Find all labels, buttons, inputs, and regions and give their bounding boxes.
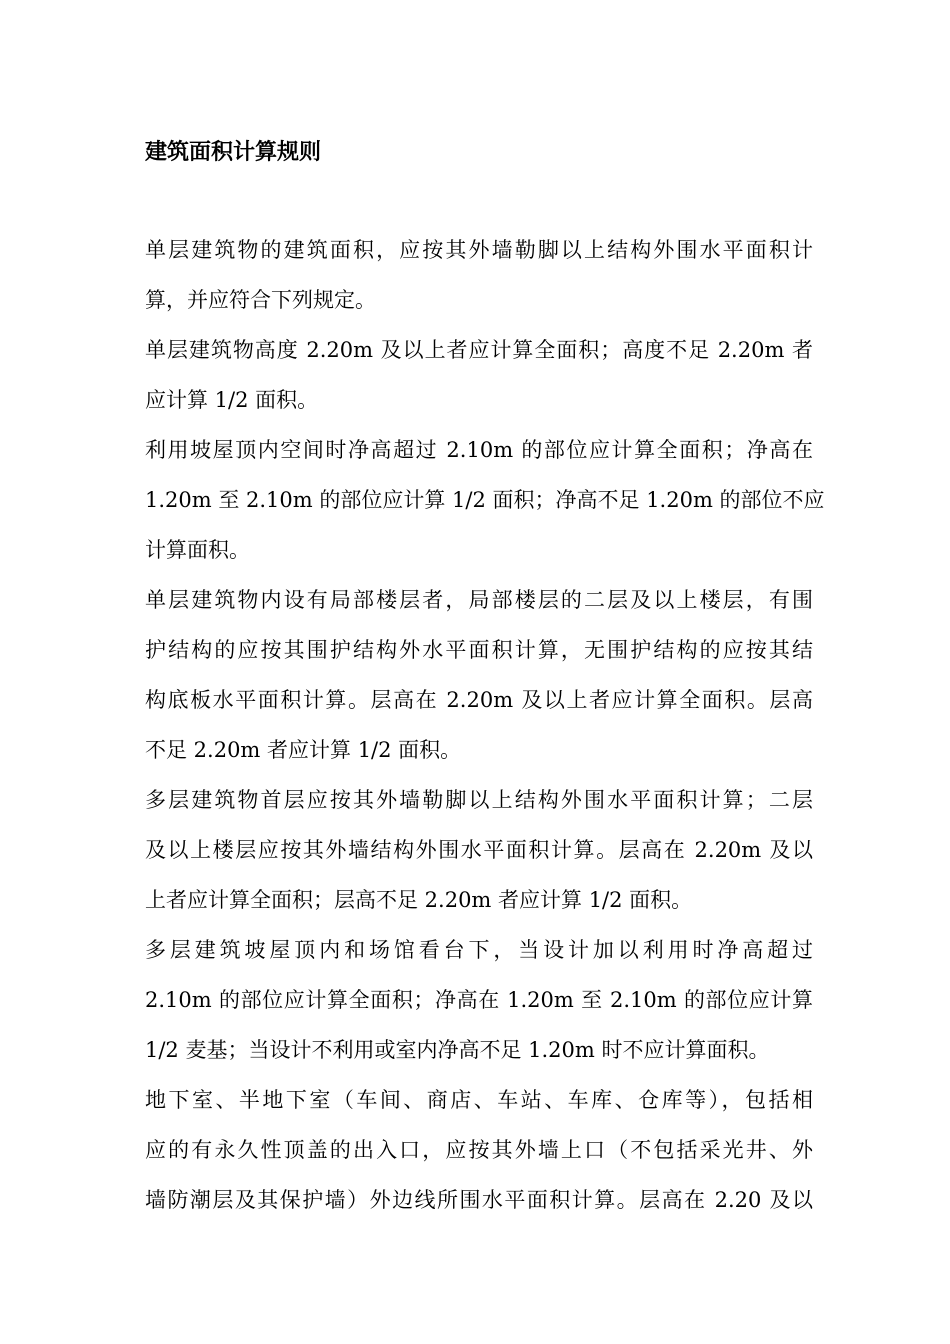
paragraph (145, 232, 813, 332)
paragraph-line: 多层建筑物首层应按其外墙勒脚以上结构外围水平面积计算；二层 (145, 788, 813, 812)
paragraph-line: 不足 2.20m 者应计算 1/2 面积。 (145, 738, 462, 762)
paragraph (145, 432, 825, 582)
paragraph-line: 1.20m 至 2.10m 的部位应计算 1/2 面积；净高不足 1.20m 的部位不应 (145, 488, 825, 512)
paragraph-line: 护结构的应按其围护结构外水平面积计算，无围护结构的应按其结 (145, 638, 813, 662)
document-title: 建筑面积计算规则 (145, 140, 322, 165)
paragraph-line: 上者应计算全面积；层高不足 2.20m 者应计算 1/2 面积。 (145, 888, 693, 912)
paragraph-line: 构底板水平面积计算。层高在 2.20m 及以上者应计算全面积。层高 (145, 688, 813, 712)
paragraph (145, 582, 813, 782)
paragraph-line: 单层建筑物的建筑面积，应按其外墙勒脚以上结构外围水平面积计 (145, 238, 813, 262)
paragraph-line: 利用坡屋顶内空间时净高超过 2.10m 的部位应计算全面积；净高在 (145, 438, 813, 462)
paragraph-line: 单层建筑物高度 2.20m 及以上者应计算全面积；高度不足 2.20m 者 (145, 338, 813, 362)
paragraph (145, 1082, 813, 1232)
paragraph-line: 多层建筑坡屋顶内和场馆看台下，当设计加以利用时净高超过 (145, 938, 813, 962)
paragraph-line: 单层建筑物内设有局部楼层者，局部楼层的二层及以上楼层，有围 (145, 588, 813, 612)
paragraph-line: 及以上楼层应按其外墙结构外围水平面积计算。层高在 2.20m 及以 (145, 838, 813, 862)
paragraph (145, 332, 813, 432)
paragraph-line: 计算面积。 (145, 538, 250, 562)
paragraph (145, 932, 813, 1082)
paragraph-line: 应的有永久性顶盖的出入口，应按其外墙上口（不包括采光井、外 (145, 1138, 813, 1162)
paragraph-line: 地下室、半地下室（车间、商店、车站、车库、仓库等），包括相 (145, 1088, 813, 1112)
paragraph-line: 算，并应符合下列规定。 (145, 288, 376, 312)
paragraph-line: 2.10m 的部位应计算全面积；净高在 1.20m 至 2.10m 的部位应计算 (145, 988, 813, 1012)
document-body (145, 232, 825, 1232)
paragraph-line: 墙防潮层及其保护墙）外边线所围水平面积计算。层高在 2.20 及以 (145, 1188, 813, 1212)
paragraph (145, 782, 813, 932)
paragraph-line: 1/2 麦基；当设计不利用或室内净高不足 1.20m 时不应计算面积。 (145, 1038, 770, 1062)
paragraph-line: 应计算 1/2 面积。 (145, 388, 319, 412)
